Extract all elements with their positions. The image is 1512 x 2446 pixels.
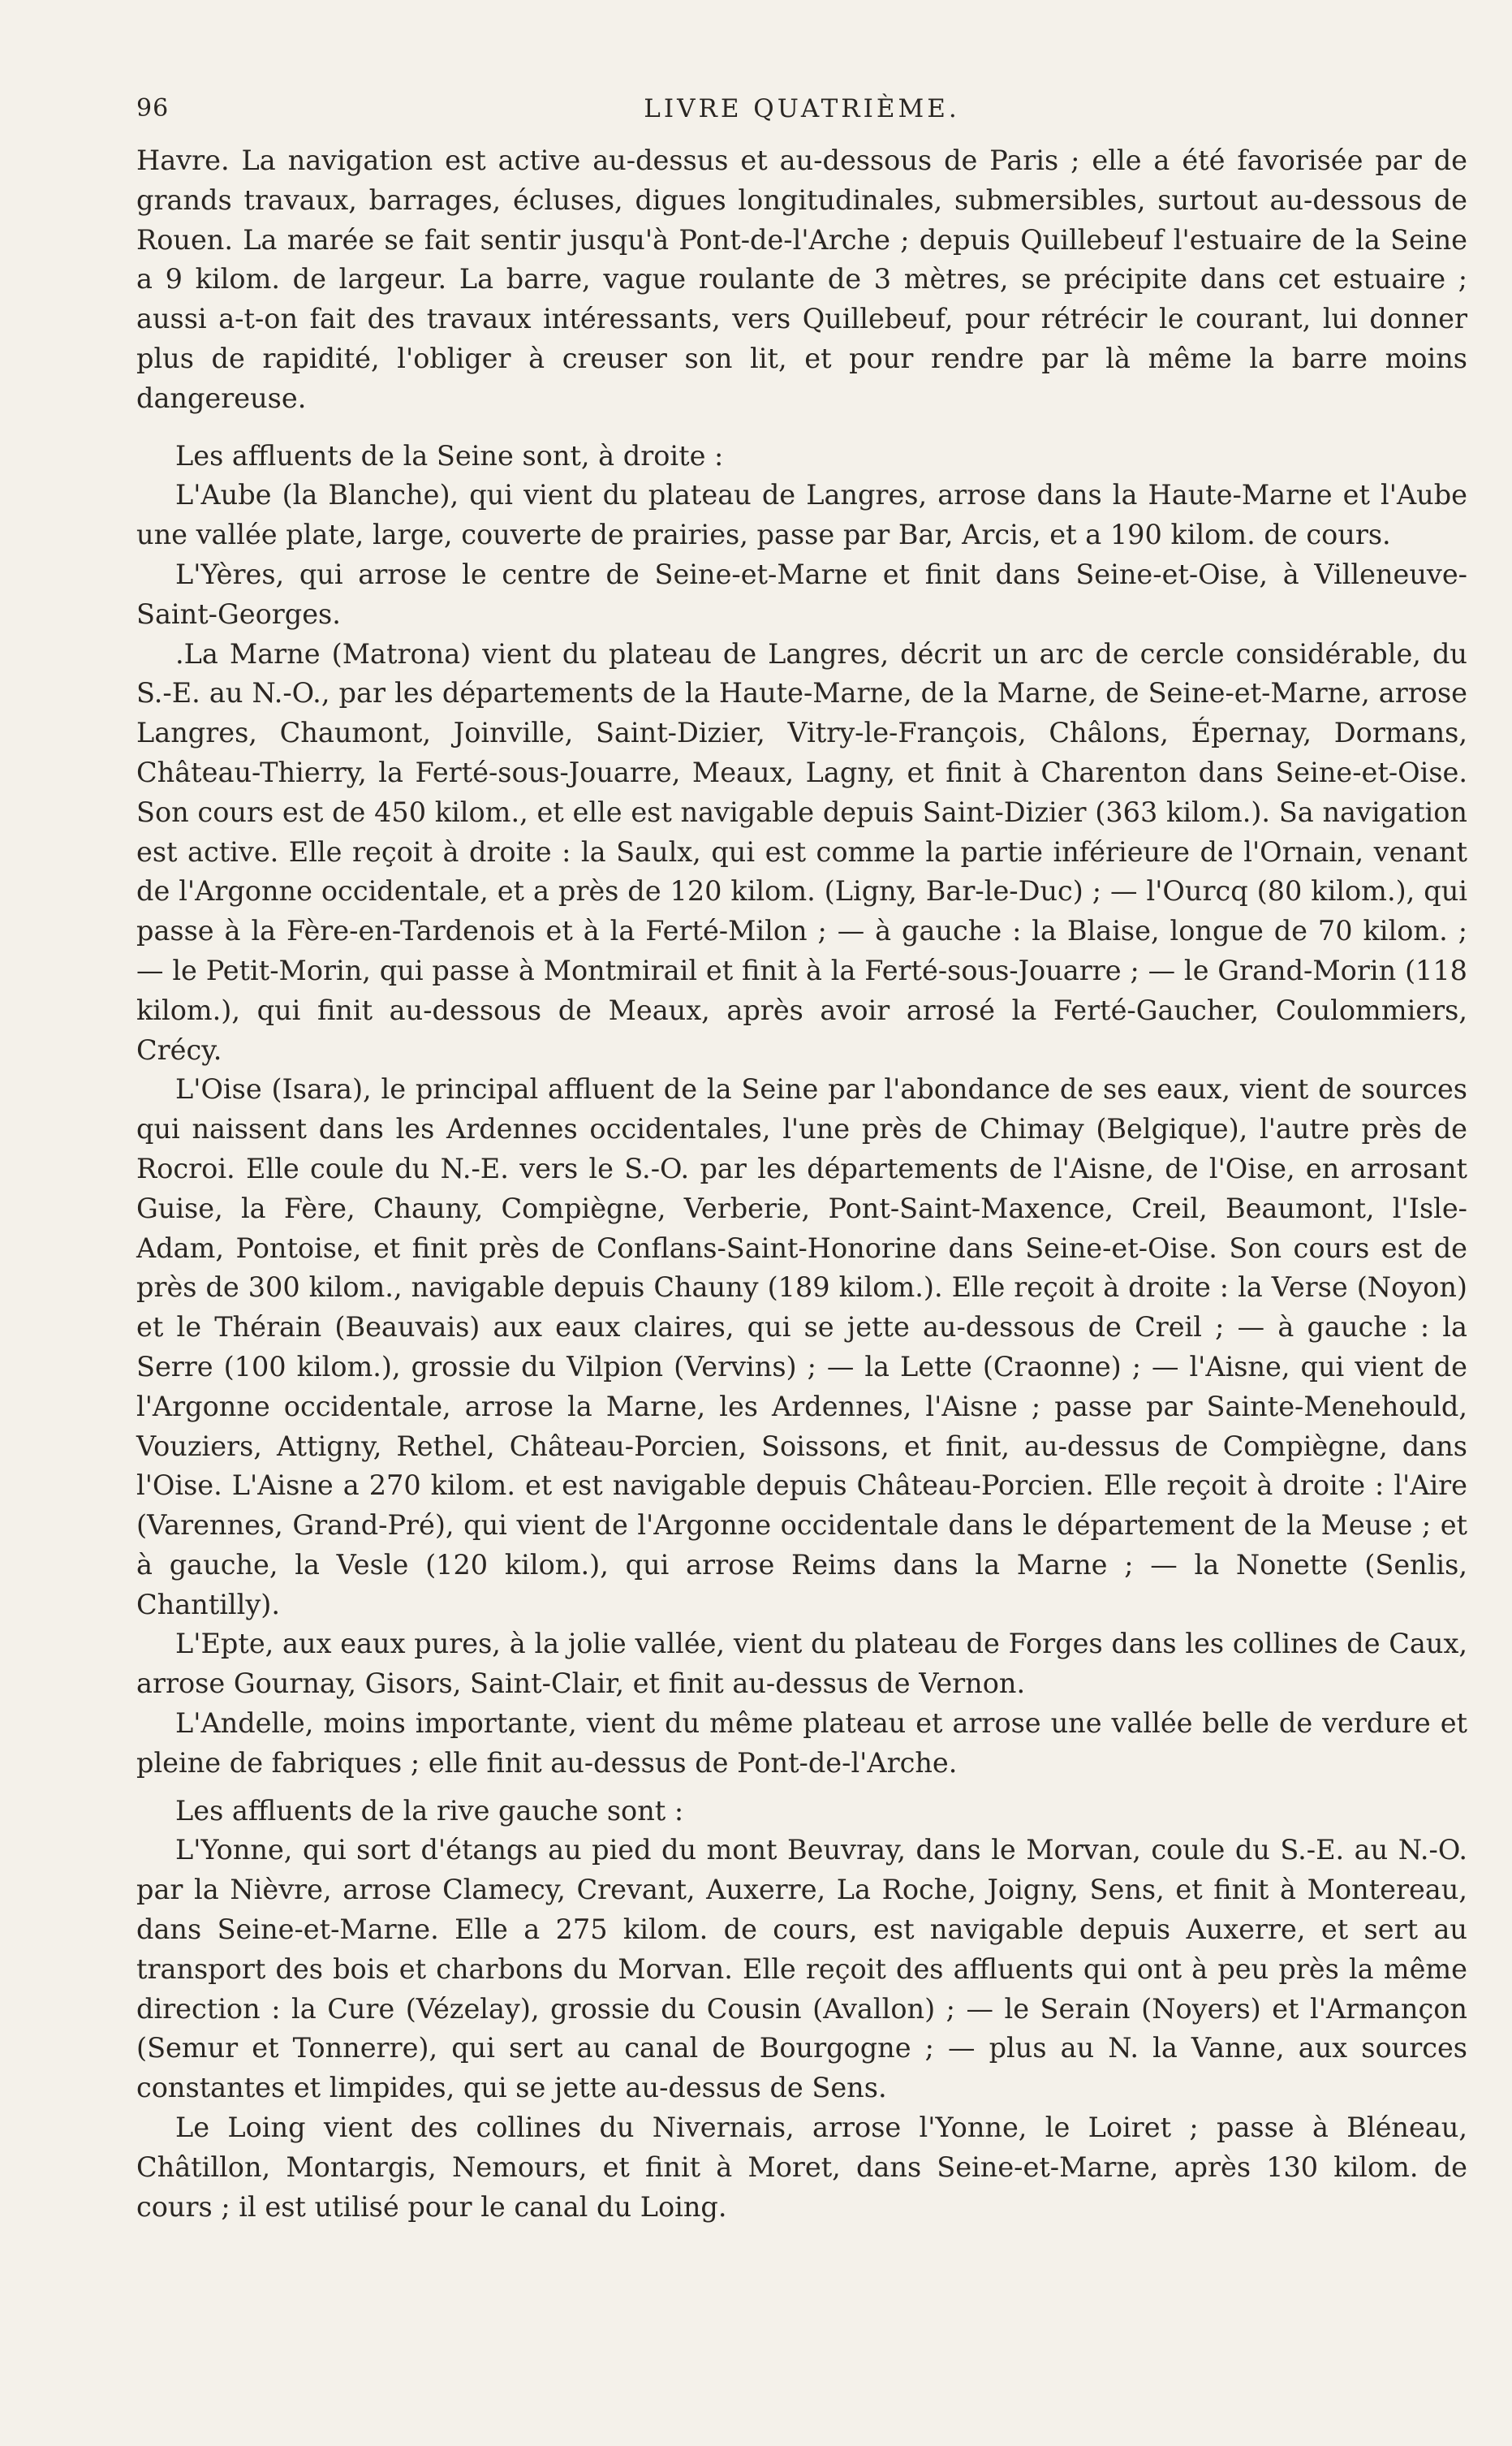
paragraph-loing: Le Loing vient des collines du Nivernais, arrose l'Yonne, le Loiret ; passe à Bléneau, Châtillon, Montargis, Nemours, et finit à Moret, dans Seine-et-Marne, après 130 kilom. de cours ; il est utilisé pour le canal du Loing.	[136, 2112, 1467, 2223]
paragraph-yeres: L'Yères, qui arrose le centre de Seine-et-Marne et finit dans Seine-et-Oise, à Villeneuve-Saint-Georges.	[136, 558, 1467, 630]
paragraph-aube: L'Aube (la Blanche), qui vient du plateau de Langres, arrose dans la Haute-Marne et l'Aube une vallée plate, large, couverte de prairies, passe par Bar, Arcis, et a 190 kilom. de cours.	[136, 479, 1467, 551]
paragraph-yonne: L'Yonne, qui sort d'étangs au pied du mont Beuvray, dans le Morvan, coule du S.-E. au N.-O. par la Nièvre, arrose Clamecy, Crevant, Auxerre, La Roche, Joigny, Sens, et finit à Montereau, dans Seine-et-Marne. Elle a 275 kilom. de cours, est navigable depuis Auxerre, et sert au transport des bois et charbons du Morvan. Elle reçoit des affluents qui ont à peu près la même direction : la Cure (Vézelay), grossie du Cousin (Avallon) ; — le Serain (Noyers) et l'Armançon (Semur et Tonnerre), qui sert au canal de Bourgogne ; — plus au N. la Vanne, aux sources constantes et limpides, qui se jette au-dessus de Sens.	[136, 1834, 1467, 2104]
page-header	[136, 91, 1467, 136]
page	[136, 91, 1467, 2227]
paragraph-epte: L'Epte, aux eaux pures, à la jolie vallée, vient du plateau de Forges dans les collines de Caux, arrose Gournay, Gisors, Saint-Clair, et finit au-dessus de Vernon.	[136, 1628, 1467, 1700]
paragraph-right-tributaries-intro: Les affluents de la Seine sont, à droite :	[175, 439, 724, 472]
paragraph-andelle: L'Andelle, moins importante, vient du même plateau et arrose une vallée belle de verdure et pleine de fabriques ; elle finit au-dessus de Pont-de-l'Arche.	[136, 1707, 1467, 1779]
paragraph-havre: Havre. La navigation est active au-dessus et au-dessous de Paris ; elle a été favorisée par de grands travaux, barrages, écluses, digues longitudinales, submersibles, surtout au-dessous de Rouen. La marée se fait sentir jusqu'à Pont-de-l'Arche ; depuis Quillebeuf l'estuaire de la Seine a 9 kilom. de largeur. La barre, vague roulante de 3 mètres, se précipite dans cet estuaire ; aussi a-t-on fait des travaux intéressants, vers Quillebeuf, pour rétrécir le courant, lui donner plus de rapidité, l'obliger à creuser son lit, et pour rendre par là même la barre moins dangereuse.	[136, 145, 1467, 414]
body-text	[136, 141, 1467, 2227]
running-title: LIVRE QUATRIÈME.	[644, 94, 960, 123]
page-number: 96	[136, 94, 170, 123]
paragraph-oise: L'Oise (Isara), le principal affluent de la Seine par l'abondance de ses eaux, vient de sources qui naissent dans les Ardennes occidentales, l'une près de Chimay (Belgique), l'autre près de Rocroi. Elle coule du N.-E. vers le S.-O. par les départements de l'Aisne, de l'Oise, en arrosant Guise, la Fère, Chauny, Compiègne, Verberie, Pont-Saint-Maxence, Creil, Beaumont, l'Isle-Adam, Pontoise, et finit près de Conflans-Saint-Honorine dans Seine-et-Oise. Son cours est de près de 300 kilom., navigable depuis Chauny (189 kilom.). Elle reçoit à droite : la Verse (Noyon) et le Thérain (Beauvais) aux eaux claires, qui se jette au-dessous de Creil ; — à gauche : la Serre (100 kilom.), grossie du Vilpion (Vervins) ; — la Lette (Craonne) ; — l'Aisne, qui vient de l'Argonne occidentale, arrose la Marne, les Ardennes, l'Aisne ; passe par Sainte-Menehould, Vouziers, Attigny, Rethel, Château-Porcien, Soissons, et finit, au-dessus de Compiègne, dans l'Oise. L'Aisne a 270 kilom. et est navigable depuis Château-Porcien. Elle reçoit à droite : l'Aire (Varennes, Grand-Pré), qui vient de l'Argonne occidentale dans le département de la Meuse ; et à gauche, la Vesle (120 kilom.), qui arrose Reims dans la Marne ; — la Nonette (Senlis, Chantilly).	[136, 1073, 1467, 1620]
paragraph-left-tributaries-intro: Les affluents de la rive gauche sont :	[175, 1794, 684, 1827]
paragraph-marne: .La Marne (Matrona) vient du plateau de Langres, décrit un arc de cercle considérable, du S.-E. au N.-O., par les départements de la Haute-Marne, de la Marne, de Seine-et-Marne, arrose Langres, Chaumont, Joinville, Saint-Dizier, Vitry-le-François, Châlons, Épernay, Dormans, Château-Thierry, la Ferté-sous-Jouarre, Meaux, Lagny, et finit à Charenton dans Seine-et-Oise. Son cours est de 450 kilom., et elle est navigable depuis Saint-Dizier (363 kilom.). Sa navigation est active. Elle reçoit à droite : la Saulx, qui est comme la partie inférieure de l'Ornain, venant de l'Argonne occidentale, et a près de 120 kilom. (Ligny, Bar-le-Duc) ; — l'Ourcq (80 kilom.), qui passe à la Fère-en-Tardenois et à la Ferté-Milon ; — à gauche : la Blaise, longue de 70 kilom. ; — le Petit-Morin, qui passe à Montmirail et finit à la Ferté-sous-Jouarre ; — le Grand-Morin (118 kilom.), qui finit au-dessous de Meaux, après avoir arrosé la Ferté-Gaucher, Coulommiers, Crécy.	[136, 637, 1467, 1066]
